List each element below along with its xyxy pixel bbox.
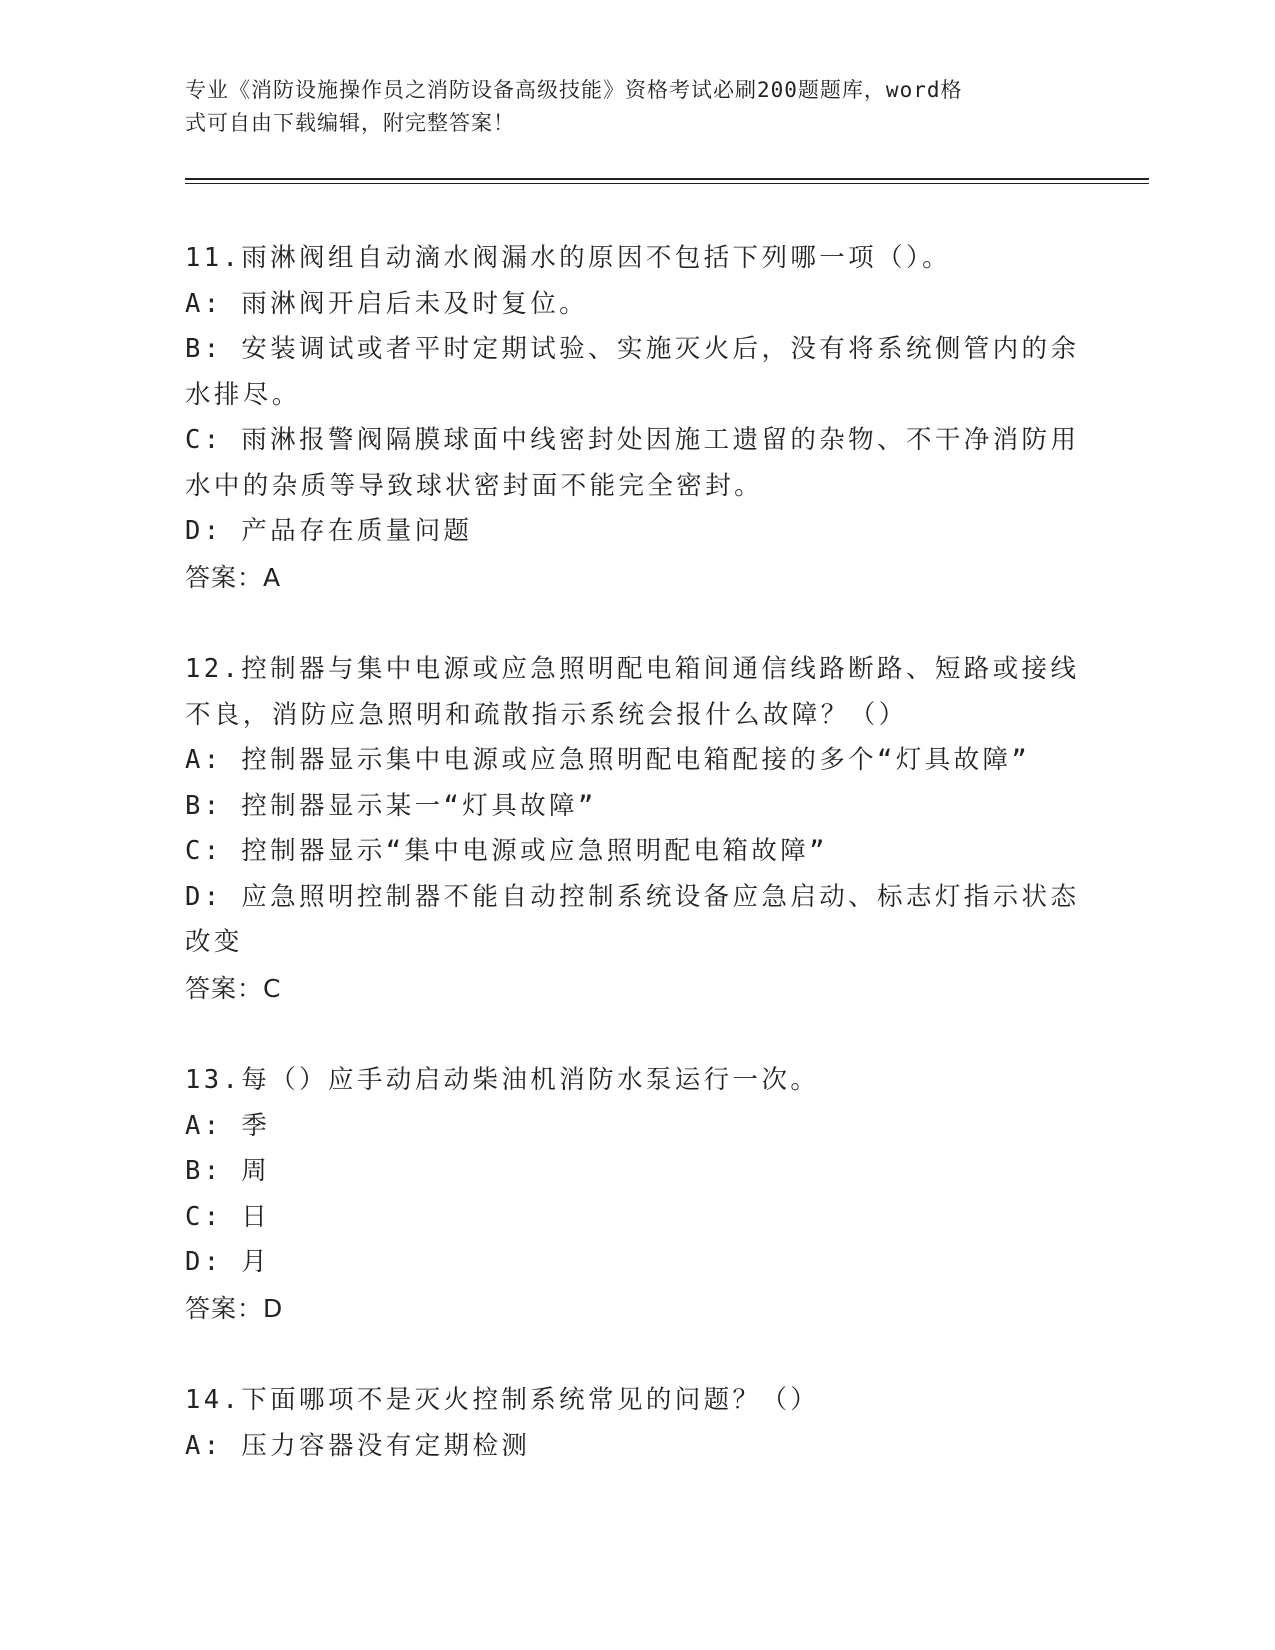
question-stem: 13.每（）应手动启动柴油机消防水泵运行一次。 xyxy=(185,1065,820,1095)
question-stem: 14.下面哪项不是灭火控制系统常见的问题？（） xyxy=(185,1385,820,1415)
option-a: A: 压力容器没有定期检测 xyxy=(185,1430,531,1461)
question-stem: 12.控制器与集中电源或应急照明配电箱间通信线路断路、短路或接线不良，消防应急照明和疏散指示系统会报什么故障？（） xyxy=(185,654,1080,730)
header-rule-thick xyxy=(185,178,1149,180)
option-c: C: 雨淋报警阀隔膜球面中线密封处因施工遗留的杂物、不干净消防用水中的杂质等导致球状密封面不能完全密封。 xyxy=(185,425,1080,501)
option-b: B: 安装调试或者平时定期试验、实施灭火后，没有将系统侧管内的余水排尽。 xyxy=(185,334,1080,410)
document-header xyxy=(185,74,1065,140)
option-d: D: 月 xyxy=(185,1247,271,1277)
question-list xyxy=(185,236,1085,1516)
option-d: D: 产品存在质量问题 xyxy=(185,516,473,546)
header-rule-thin xyxy=(185,183,1149,184)
question-14 xyxy=(185,1378,1085,1469)
header-line-1: 专业《消防设施操作员之消防设备高级技能》资格考试必刷200题题库，word格 xyxy=(185,78,963,102)
option-c: C: 控制器显示“集中电源或应急照明配电箱故障” xyxy=(185,836,828,866)
question-12 xyxy=(185,647,1085,1011)
option-c: C: 日 xyxy=(185,1201,271,1232)
answer-text: 答案：A xyxy=(185,562,282,592)
question-11 xyxy=(185,236,1085,600)
question-13 xyxy=(185,1058,1085,1331)
option-a: A: 控制器显示集中电源或应急照明配电箱配接的多个“灯具故障” xyxy=(185,745,1031,775)
answer-text: 答案：C xyxy=(185,973,282,1003)
option-b: B: 周 xyxy=(185,1156,271,1186)
question-stem: 11.雨淋阀组自动滴水阀漏水的原因不包括下列哪一项（）。 xyxy=(185,243,952,273)
option-d: D: 应急照明控制器不能自动控制系统设备应急启动、标志灯指示状态改变 xyxy=(185,881,1080,957)
option-b: B: 控制器显示某一“灯具故障” xyxy=(185,790,597,821)
answer-text: 答案：D xyxy=(185,1293,284,1323)
header-line-2: 式可自由下载编辑，附完整答案！ xyxy=(185,111,515,135)
option-a: A: 雨淋阀开启后未及时复位。 xyxy=(185,288,589,319)
option-a: A: 季 xyxy=(185,1110,271,1141)
